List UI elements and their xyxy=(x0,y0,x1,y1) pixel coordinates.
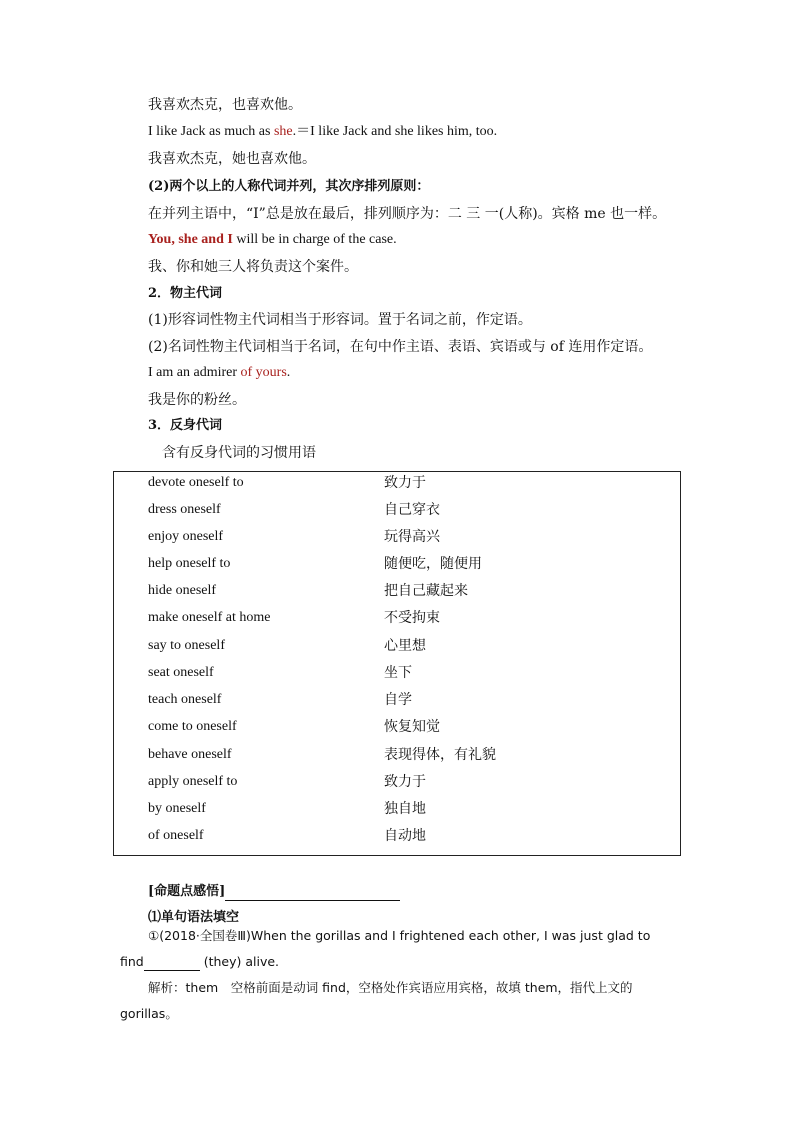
section-heading: 2．物主代词 xyxy=(148,286,223,301)
text-line: I am an admirer of yours. xyxy=(148,365,291,380)
answer-blank xyxy=(144,956,200,971)
answer-line: gorillas。 xyxy=(120,1006,178,1021)
question-line: find (they) alive. xyxy=(120,954,280,969)
highlight: she xyxy=(273,124,293,139)
table-row: enjoy oneself 玩得高兴 xyxy=(148,529,440,545)
text-line: I like Jack as much as she.＝I like Jack and she likes him, too. xyxy=(148,124,498,139)
text-line: 我喜欢杰克，她也喜欢他。 xyxy=(148,151,316,167)
table-title: 含有反身代词的习惯用语 xyxy=(162,445,316,461)
text-line: (2)名词性物主代词相当于名词，在句中作主语、表语、宾语或与 of 连用作定语。 xyxy=(148,339,653,355)
exercise-subheading: ⑴单句语法填空 xyxy=(148,910,240,925)
answer-line: 解析：them 空格前面是动词 find，空格处作宾语应用宾格，故填 them，指代上文的 xyxy=(148,980,633,995)
table-row: behave oneself 表现得体，有礼貌 xyxy=(148,747,496,763)
table-row: come to oneself 恢复知觉 xyxy=(148,719,440,735)
highlight: of yours xyxy=(240,365,287,380)
table-row: make oneself at home 不受拘束 xyxy=(148,610,440,626)
table-row: by oneself 独自地 xyxy=(148,801,426,817)
text-line: 我喜欢杰克，也喜欢他。 xyxy=(148,97,302,113)
table-row: devote oneself to 致力于 xyxy=(148,475,426,491)
exercise-heading: [命题点感悟] xyxy=(148,883,400,901)
text-line: (1)形容词性物主代词相当于形容词。置于名词之前，作定语。 xyxy=(148,312,532,328)
table-row: apply oneself to 致力于 xyxy=(148,774,426,790)
table-row: say to oneself 心里想 xyxy=(148,638,426,654)
table-row: help oneself to 随便吃，随便用 xyxy=(148,556,482,572)
circle-icon: ⑴ xyxy=(148,910,162,925)
table-row: hide oneself 把自己藏起来 xyxy=(148,583,468,599)
table-row: teach oneself 自学 xyxy=(148,692,412,708)
text-line: You, she and I will be in charge of the case. xyxy=(148,232,397,247)
table-row: dress oneself 自己穿衣 xyxy=(148,502,440,518)
text-line: (2)两个以上的人称代词并列，其次序排列原则： xyxy=(148,179,430,194)
text-line: 在并列主语中，“I”总是放在最后，排列顺序为：二 三 一(人称)。宾格 me 也一样。 xyxy=(148,206,667,222)
table-row: of oneself 自动地 xyxy=(148,828,426,844)
heading-underline xyxy=(225,886,400,901)
section-heading: 3．反身代词 xyxy=(148,418,223,433)
text-line: 我、你和她三人将负责这个案件。 xyxy=(148,259,358,275)
text-line: 我是你的粉丝。 xyxy=(148,392,246,408)
phrase-table xyxy=(113,471,681,856)
highlight: You, she and I xyxy=(148,232,233,247)
question-line: ①(2018·全国卷Ⅲ)When the gorillas and I frightened each other, I was just glad to xyxy=(148,928,651,943)
table-row: seat oneself 坐下 xyxy=(148,665,412,681)
